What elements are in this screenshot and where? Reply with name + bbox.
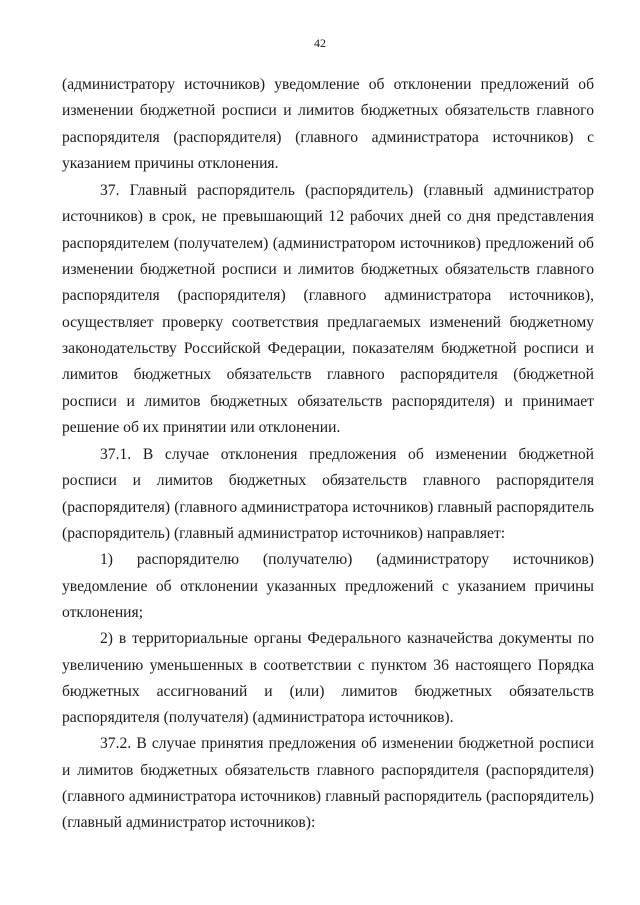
paragraph-37-1-item-1: 1) распорядителю (получателю) (администратору источников) уведомление об отклонении указанных предложений с указанием причины отклонения; — [62, 551, 594, 621]
paragraph-continuation: (администратору источников) уведомление об отклонении предложений об изменении бюджетной росписи и лимитов бюджетных обязательств главного распорядителя (распорядителя) (главного администратора источников) с указанием причины отклонения. — [62, 76, 594, 172]
paragraph-37-1: 37.1. В случае отклонения предложения об изменении бюджетной росписи и лимитов бюджетных обязательств главного распорядителя (распорядителя) (главного администратора источников) главный распорядитель (распорядитель) (главный администратор источников) направляет: — [62, 446, 594, 543]
paragraph-37: 37. Главный распорядитель (распорядитель) (главный администратор источников) в срок, не превышающий 12 рабочих дней со дня представления распорядителем (получателем) (администратором источников) предложений об изменении бюджетной росписи и лимитов бюджетных обязательств главного распорядителя (распорядителя) (главного администратора источников), осуществляет проверку соответствия предлагаемых изменений бюджетному законодательству Российской Федерации, показателям бюджетной росписи и лимитов бюджетных обязательств главного распорядителя (бюджетной росписи и лимитов бюджетных обязательств распорядителя) и принимает решение об их принятии или отклонении. — [62, 182, 594, 436]
paragraph-37-2: 37.2. В случае принятия предложения об изменении бюджетной росписи и лимитов бюджетных обязательств главного распорядителя (распорядителя) (главного администратора источников) главный распорядитель (распорядитель) (главный администратор источников): — [62, 735, 594, 832]
document-body — [62, 72, 594, 837]
paragraph-37-1-item-2: 2) в территориальные органы Федерального казначейства документы по увеличению уменьшенных в соответствии с пунктом 36 настоящего Порядка бюджетных ассигнований и (или) лимитов бюджетных обязательств распорядителя (получателя) (администратора источников). — [62, 630, 594, 727]
page-number: 42 — [314, 36, 326, 50]
